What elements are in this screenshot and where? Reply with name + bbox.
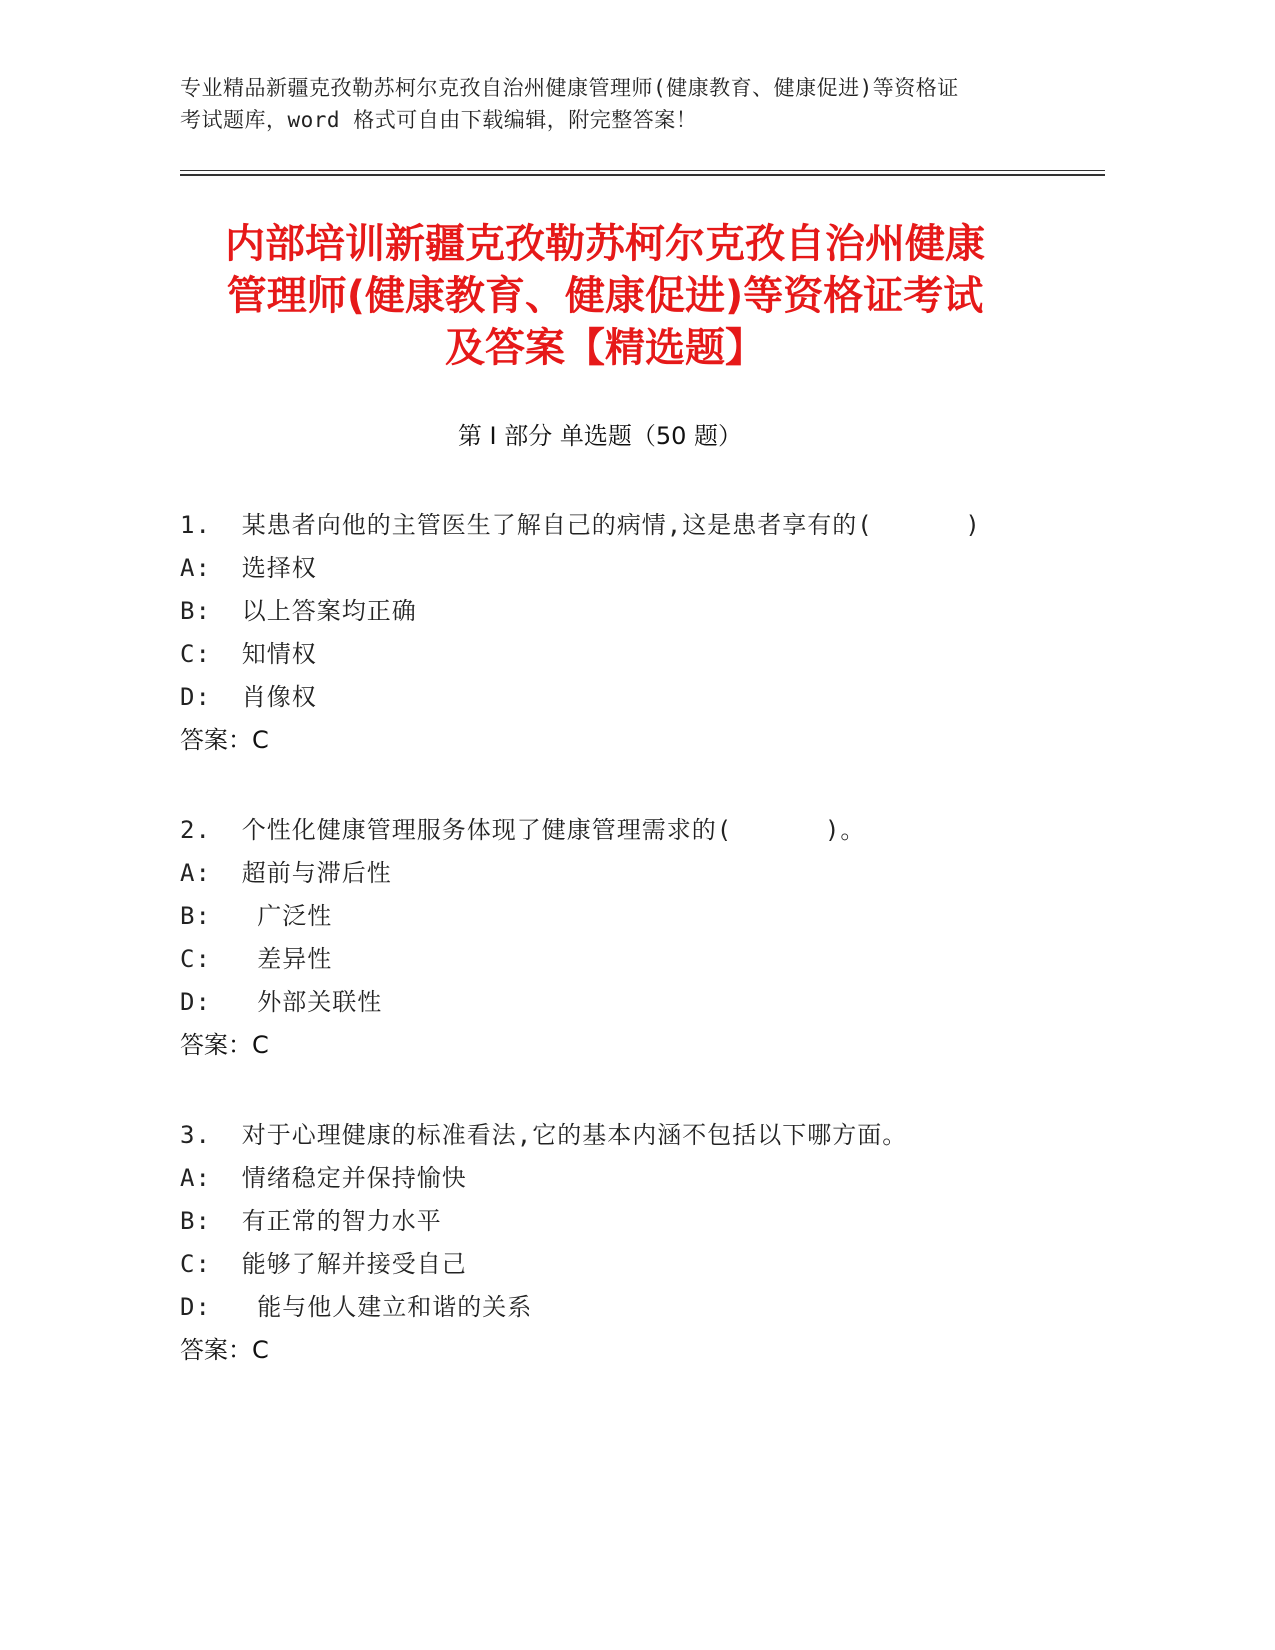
header-rule-top xyxy=(180,170,1105,171)
header-note xyxy=(180,72,1060,136)
question-1 xyxy=(180,504,1080,762)
question-2 xyxy=(180,809,1080,1067)
question-stem: 2. 个性化健康管理服务体现了健康管理需求的( )。 xyxy=(180,816,866,844)
option-b: B: 广泛性 xyxy=(180,902,333,930)
question-3 xyxy=(180,1114,1080,1372)
section-heading: 第 I 部分 单选题（50 题） xyxy=(457,422,743,450)
option-d: D: 肖像权 xyxy=(180,683,317,711)
question-stem: 1. 某患者向他的主管医生了解自己的病情,这是患者享有的( ) xyxy=(180,511,981,539)
title-line-3: 及答案【精选题】 xyxy=(445,325,765,371)
question-stem: 3. 对于心理健康的标准看法,它的基本内涵不包括以下哪方面。 xyxy=(180,1121,908,1149)
option-c: C: 能够了解并接受自己 xyxy=(180,1250,467,1278)
title-line-2: 管理师(健康教育、健康促进)等资格证考试 xyxy=(226,273,984,319)
title-line-1: 内部培训新疆克孜勒苏柯尔克孜自治州健康 xyxy=(225,221,985,267)
option-b: B: 以上答案均正确 xyxy=(180,597,417,625)
answer: 答案：C xyxy=(180,1031,269,1059)
option-a: A: 超前与滞后性 xyxy=(180,859,392,887)
option-a: A: 情绪稳定并保持愉快 xyxy=(180,1164,467,1192)
header-rule-bottom xyxy=(180,174,1105,176)
option-c: C: 差异性 xyxy=(180,945,333,973)
option-d: D: 能与他人建立和谐的关系 xyxy=(180,1293,533,1321)
header-note-line-1: 专业精品新疆克孜勒苏柯尔克孜自治州健康管理师(健康教育、健康促进)等资格证 xyxy=(180,76,959,100)
option-c: C: 知情权 xyxy=(180,640,317,668)
answer: 答案：C xyxy=(180,726,269,754)
answer: 答案：C xyxy=(180,1336,269,1364)
header-note-line-2: 考试题库，word 格式可自由下载编辑，附完整答案！ xyxy=(180,108,698,132)
option-d: D: 外部关联性 xyxy=(180,988,383,1016)
document-title xyxy=(150,218,1060,374)
option-b: B: 有正常的智力水平 xyxy=(180,1207,442,1235)
option-a: A: 选择权 xyxy=(180,554,317,582)
